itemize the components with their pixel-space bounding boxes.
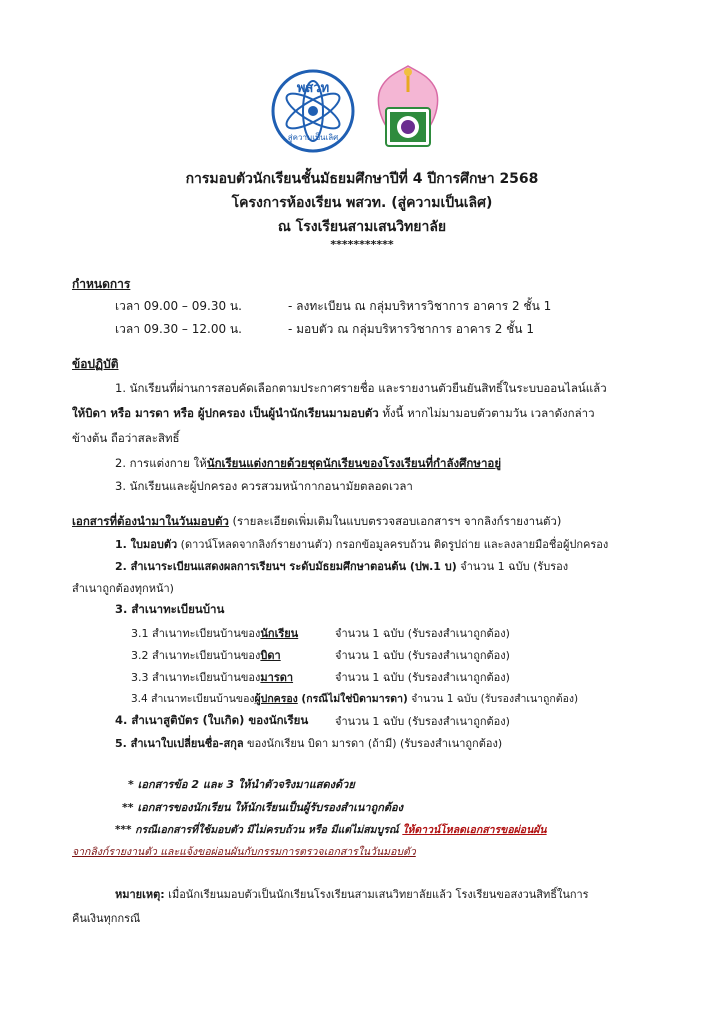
schedule-heading: กำหนดการ [72,277,131,291]
schedule-time-1: เวลา 09.00 – 09.30 น. [115,299,242,313]
document-3-4 [131,690,578,707]
document-3-1 [131,624,298,642]
remark-line-1 [115,885,589,903]
note-1: * เอกสารข้อ 2 และ 3 ให้นำตัวจริงมาแสดงด้วย [128,778,355,791]
practice-1-line-3: ข้างต้น ถือว่าสละสิทธิ์ [72,431,180,445]
document-3-2-prefix: 3.2 สำเนาทะเบียนบ้านของ [131,649,261,662]
document-1 [115,535,608,553]
document-3-1-prefix: 3.1 สำเนาทะเบียนบ้านของ [131,627,261,640]
document-3-title: 3. สำเนาทะเบียนบ้าน [115,602,225,616]
practice-1-rest: ทั้งนี้ หากไม่มามอบตัวตามวัน เวลาดังกล่าว [378,406,595,420]
document-3-3-copies: จำนวน 1 ฉบับ (รับรองสำเนาถูกต้อง) [335,671,510,684]
note-3-line-2: จากลิงก์รายงานตัว และแจ้งขอผ่อนผันกับกรรมการตรวจเอกสารในวันมอบตัว [72,846,416,858]
practice-2 [115,455,501,473]
document-3-4-prefix: 3.4 สำเนาทะเบียนบ้านของ [131,693,255,705]
document-5-desc: ของนักเรียน บิดา มารดา (ถ้ามี) (รับรองสำเนาถูกต้อง) [243,737,503,750]
document-3-3-prefix: 3.3 สำเนาทะเบียนบ้านของ [131,671,261,684]
document-4-copies: จำนวน 1 ฉบับ (รับรองสำเนาถูกต้อง) [335,715,510,728]
documents-heading: เอกสารที่ต้องนำมาในวันมอบตัว [72,514,229,528]
pswt-logo-text: พสวท [296,81,330,96]
title-line-1: การมอบตัวนักเรียนชั้นมัธยมศึกษาปีที่ 4 ปีการศึกษา 2568 [185,171,539,187]
remark-line-2: คืนเงินทุกกรณี [72,912,141,925]
document-3-4-owner: ผู้ปกครอง [254,693,298,705]
remark-text: เมื่อนักเรียนมอบตัวเป็นนักเรียนโรงเรียนสามเสนวิทยาลัยแล้ว โรงเรียนขอสงวนสิทธิ์ในการ [164,888,589,901]
note-3-prefix: *** กรณีเอกสารที่ใช้มอบตัว มีไม่ครบถ้วน หรือ มีแต่ไม่สมบูรณ์ [115,824,403,836]
practice-1-emphasis: ให้บิดา หรือ มารดา หรือ ผู้ปกครอง เป็นผู้นำนักเรียนมามอบตัว [72,406,379,420]
schedule-time-2: เวลา 09.30 – 12.00 น. [115,322,242,336]
document-5 [115,734,502,752]
document-4-title: 4. สำเนาสูติบัตร (ใบเกิด) ของนักเรียน [115,713,309,727]
document-2-line-2: สำเนาถูกต้องทุกหน้า) [72,582,174,595]
document-2-desc: จำนวน 1 ฉบับ (รับรอง [456,560,569,573]
document-3-2-copies: จำนวน 1 ฉบับ (รับรองสำเนาถูกต้อง) [335,649,510,662]
document-3-1-copies: จำนวน 1 ฉบับ (รับรองสำเนาถูกต้อง) [335,627,510,640]
note-2: ** เอกสารของนักเรียน ให้นักเรียนเป็นผู้รับรองสำเนาถูกต้อง [122,801,404,814]
practice-3: 3. นักเรียนและผู้ปกครอง ควรสวมหน้ากากอนามัยตลอดเวลา [115,479,413,493]
practice-1-line-2 [72,405,595,423]
document-3-3-owner: มารดา [260,671,294,684]
pswt-logo [270,68,356,154]
document-3-3 [131,668,293,686]
document-2 [115,557,568,575]
document-1-title: 1. ใบมอบตัว [115,538,178,551]
note-3-emphasis: ให้ดาวน์โหลดเอกสารขอผ่อนผัน [402,824,547,836]
document-3-1-owner: นักเรียน [260,627,299,640]
practice-2-emphasis: นักเรียนแต่งกายด้วยชุดนักเรียนของโรงเรียนที่กำลังศึกษาอยู่ [206,456,502,470]
school-emblem [372,62,444,158]
practice-heading: ข้อปฏิบัติ [72,357,119,371]
title-line-3: ณ โรงเรียนสามเสนวิทยาลัย [277,219,447,235]
document-3-2-owner: บิดา [260,649,281,662]
pswt-logo-slogan: สู่ความเป็นเลิศ [287,133,339,142]
schedule-desc-1: - ลงทะเบียน ณ กลุ่มบริหารวิชาการ อาคาร 2 ชั้น 1 [288,299,552,313]
practice-1-line-1: 1. นักเรียนที่ผ่านการสอบคัดเลือกตามประกาศรายชื่อ และรายงานตัวยืนยันสิทธิ์ในระบบออนไลน์แล้ว [115,381,607,395]
remark-label: หมายเหตุ: [115,888,165,901]
logo-area [0,60,724,160]
school-emblem-icon [378,66,437,146]
document-3-2 [131,646,281,664]
note-3 [115,821,547,838]
title-line-2: โครงการห้องเรียน พสวท. (สู่ความเป็นเลิศ) [231,195,493,211]
document-5-title: 5. สำเนาใบเปลี่ยนชื่อ-สกุล [115,737,244,750]
title-separator: *********** [330,238,394,251]
document-3-4-copies: จำนวน 1 ฉบับ (รับรองสำเนาถูกต้อง) [407,693,579,705]
document-1-desc: (ดาวน์โหลดจากลิงก์รายงานตัว) กรอกข้อมูลครบถ้วน ติดรูปถ่าย และลงลายมือชื่อผู้ปกครอง [177,538,609,551]
documents-heading-note: (รายละเอียดเพิ่มเติมในแบบตรวจสอบเอกสารฯ จากลิงก์รายงานตัว) [228,514,562,528]
document-3-4-condition: (กรณีไม่ใช่บิดามารดา) [297,693,408,705]
documents-heading-line [72,513,561,531]
schedule-desc-2: - มอบตัว ณ กลุ่มบริหารวิชาการ อาคาร 2 ชั้น 1 [288,322,534,336]
document-2-title: 2. สำเนาระเบียนแสดงผลการเรียนฯ ระดับมัธยมศึกษาตอนต้น (ปพ.1 บ) [115,560,457,573]
practice-2-prefix: 2. การแต่งกาย ให้ [115,456,207,470]
